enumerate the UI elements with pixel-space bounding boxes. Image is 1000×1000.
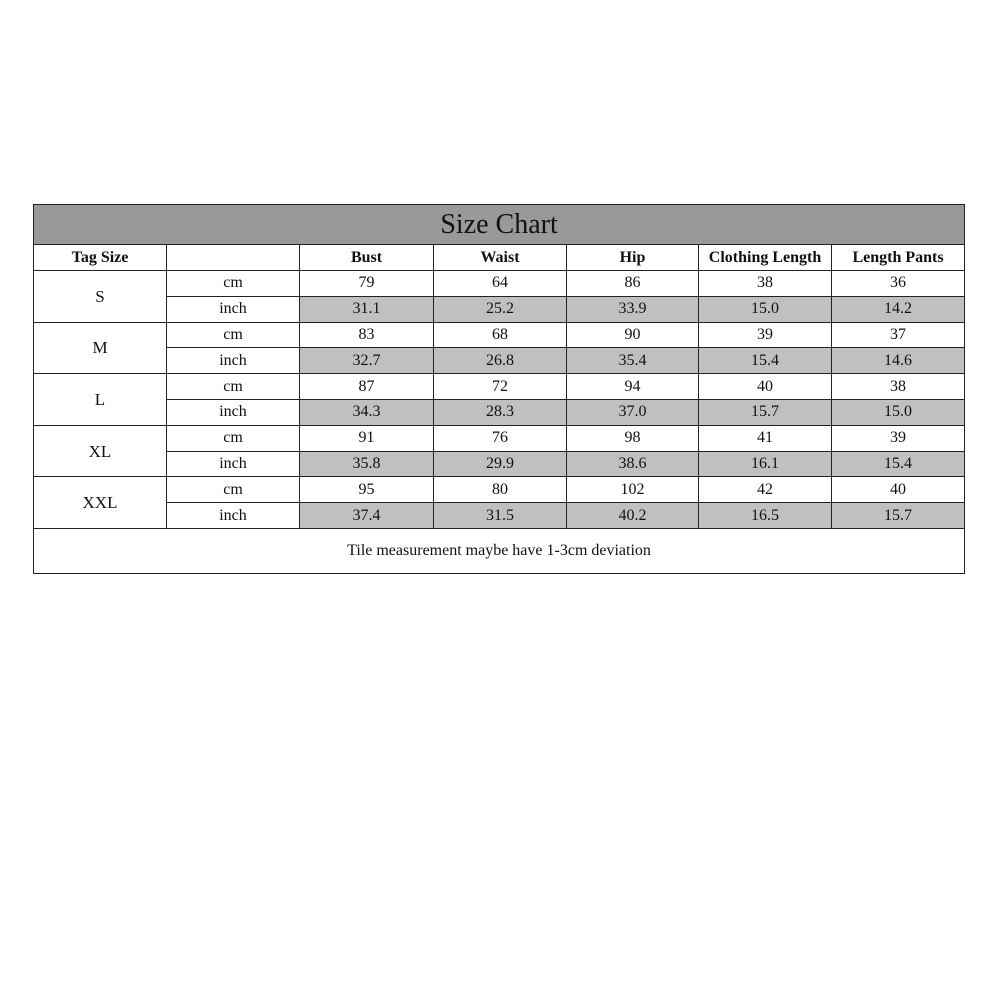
measurement-cell: 15.4 (832, 451, 965, 477)
measurement-cell: 16.5 (699, 503, 832, 529)
tag-size: M (34, 322, 167, 374)
measurement-cell: 25.2 (434, 296, 567, 322)
tag-size: XXL (34, 477, 167, 529)
measurement-cell: 39 (832, 425, 965, 451)
measurement-cell: 15.7 (699, 399, 832, 425)
unit-label: inch (167, 503, 300, 529)
measurement-cell: 14.2 (832, 296, 965, 322)
measurement-cell: 86 (567, 271, 699, 297)
measurement-cell: 37.0 (567, 399, 699, 425)
measurement-cell: 15.4 (699, 348, 832, 374)
column-header: Bust (300, 245, 434, 271)
column-header: Tag Size (34, 245, 167, 271)
unit-label: cm (167, 374, 300, 400)
tag-size: XL (34, 425, 167, 477)
measurement-cell: 80 (434, 477, 567, 503)
measurement-cell: 26.8 (434, 348, 567, 374)
measurement-cell: 16.1 (699, 451, 832, 477)
measurement-cell: 15.0 (832, 399, 965, 425)
column-header: Length Pants (832, 245, 965, 271)
measurement-cell: 87 (300, 374, 434, 400)
measurement-cell: 38 (832, 374, 965, 400)
measurement-cell: 40.2 (567, 503, 699, 529)
size-chart-table (33, 204, 965, 574)
table-row (34, 296, 965, 322)
unit-label: cm (167, 271, 300, 297)
table-row (34, 399, 965, 425)
measurement-cell: 35.4 (567, 348, 699, 374)
measurement-cell: 41 (699, 425, 832, 451)
table-row (34, 503, 965, 529)
measurement-cell: 95 (300, 477, 434, 503)
measurement-cell: 37 (832, 322, 965, 348)
measurement-cell: 40 (699, 374, 832, 400)
table-row (34, 374, 965, 400)
footnote: Tile measurement maybe have 1-3cm deviation (34, 528, 965, 573)
table-row (34, 322, 965, 348)
measurement-cell: 83 (300, 322, 434, 348)
measurement-cell: 40 (832, 477, 965, 503)
unit-label: inch (167, 296, 300, 322)
tag-size: L (34, 374, 167, 426)
measurement-cell: 102 (567, 477, 699, 503)
measurement-cell: 36 (832, 271, 965, 297)
measurement-cell: 39 (699, 322, 832, 348)
unit-label: cm (167, 322, 300, 348)
measurement-cell: 14.6 (832, 348, 965, 374)
unit-label: cm (167, 477, 300, 503)
measurement-cell: 38.6 (567, 451, 699, 477)
unit-label: inch (167, 399, 300, 425)
measurement-cell: 33.9 (567, 296, 699, 322)
measurement-cell: 79 (300, 271, 434, 297)
unit-label: inch (167, 348, 300, 374)
table-row (34, 348, 965, 374)
table-row (34, 451, 965, 477)
table-row (34, 477, 965, 503)
column-header (167, 245, 300, 271)
measurement-cell: 72 (434, 374, 567, 400)
column-header: Clothing Length (699, 245, 832, 271)
table-row (34, 271, 965, 297)
measurement-cell: 94 (567, 374, 699, 400)
measurement-cell: 90 (567, 322, 699, 348)
measurement-cell: 68 (434, 322, 567, 348)
measurement-cell: 98 (567, 425, 699, 451)
column-header: Waist (434, 245, 567, 271)
column-header: Hip (567, 245, 699, 271)
measurement-cell: 15.0 (699, 296, 832, 322)
unit-label: inch (167, 451, 300, 477)
measurement-cell: 28.3 (434, 399, 567, 425)
measurement-cell: 29.9 (434, 451, 567, 477)
unit-label: cm (167, 425, 300, 451)
measurement-cell: 31.1 (300, 296, 434, 322)
measurement-cell: 76 (434, 425, 567, 451)
measurement-cell: 32.7 (300, 348, 434, 374)
table-row (34, 425, 965, 451)
measurement-cell: 15.7 (832, 503, 965, 529)
measurement-cell: 38 (699, 271, 832, 297)
measurement-cell: 42 (699, 477, 832, 503)
tag-size: S (34, 271, 167, 323)
measurement-cell: 35.8 (300, 451, 434, 477)
chart-title: Size Chart (34, 205, 965, 245)
measurement-cell: 37.4 (300, 503, 434, 529)
measurement-cell: 91 (300, 425, 434, 451)
measurement-cell: 34.3 (300, 399, 434, 425)
measurement-cell: 31.5 (434, 503, 567, 529)
measurement-cell: 64 (434, 271, 567, 297)
